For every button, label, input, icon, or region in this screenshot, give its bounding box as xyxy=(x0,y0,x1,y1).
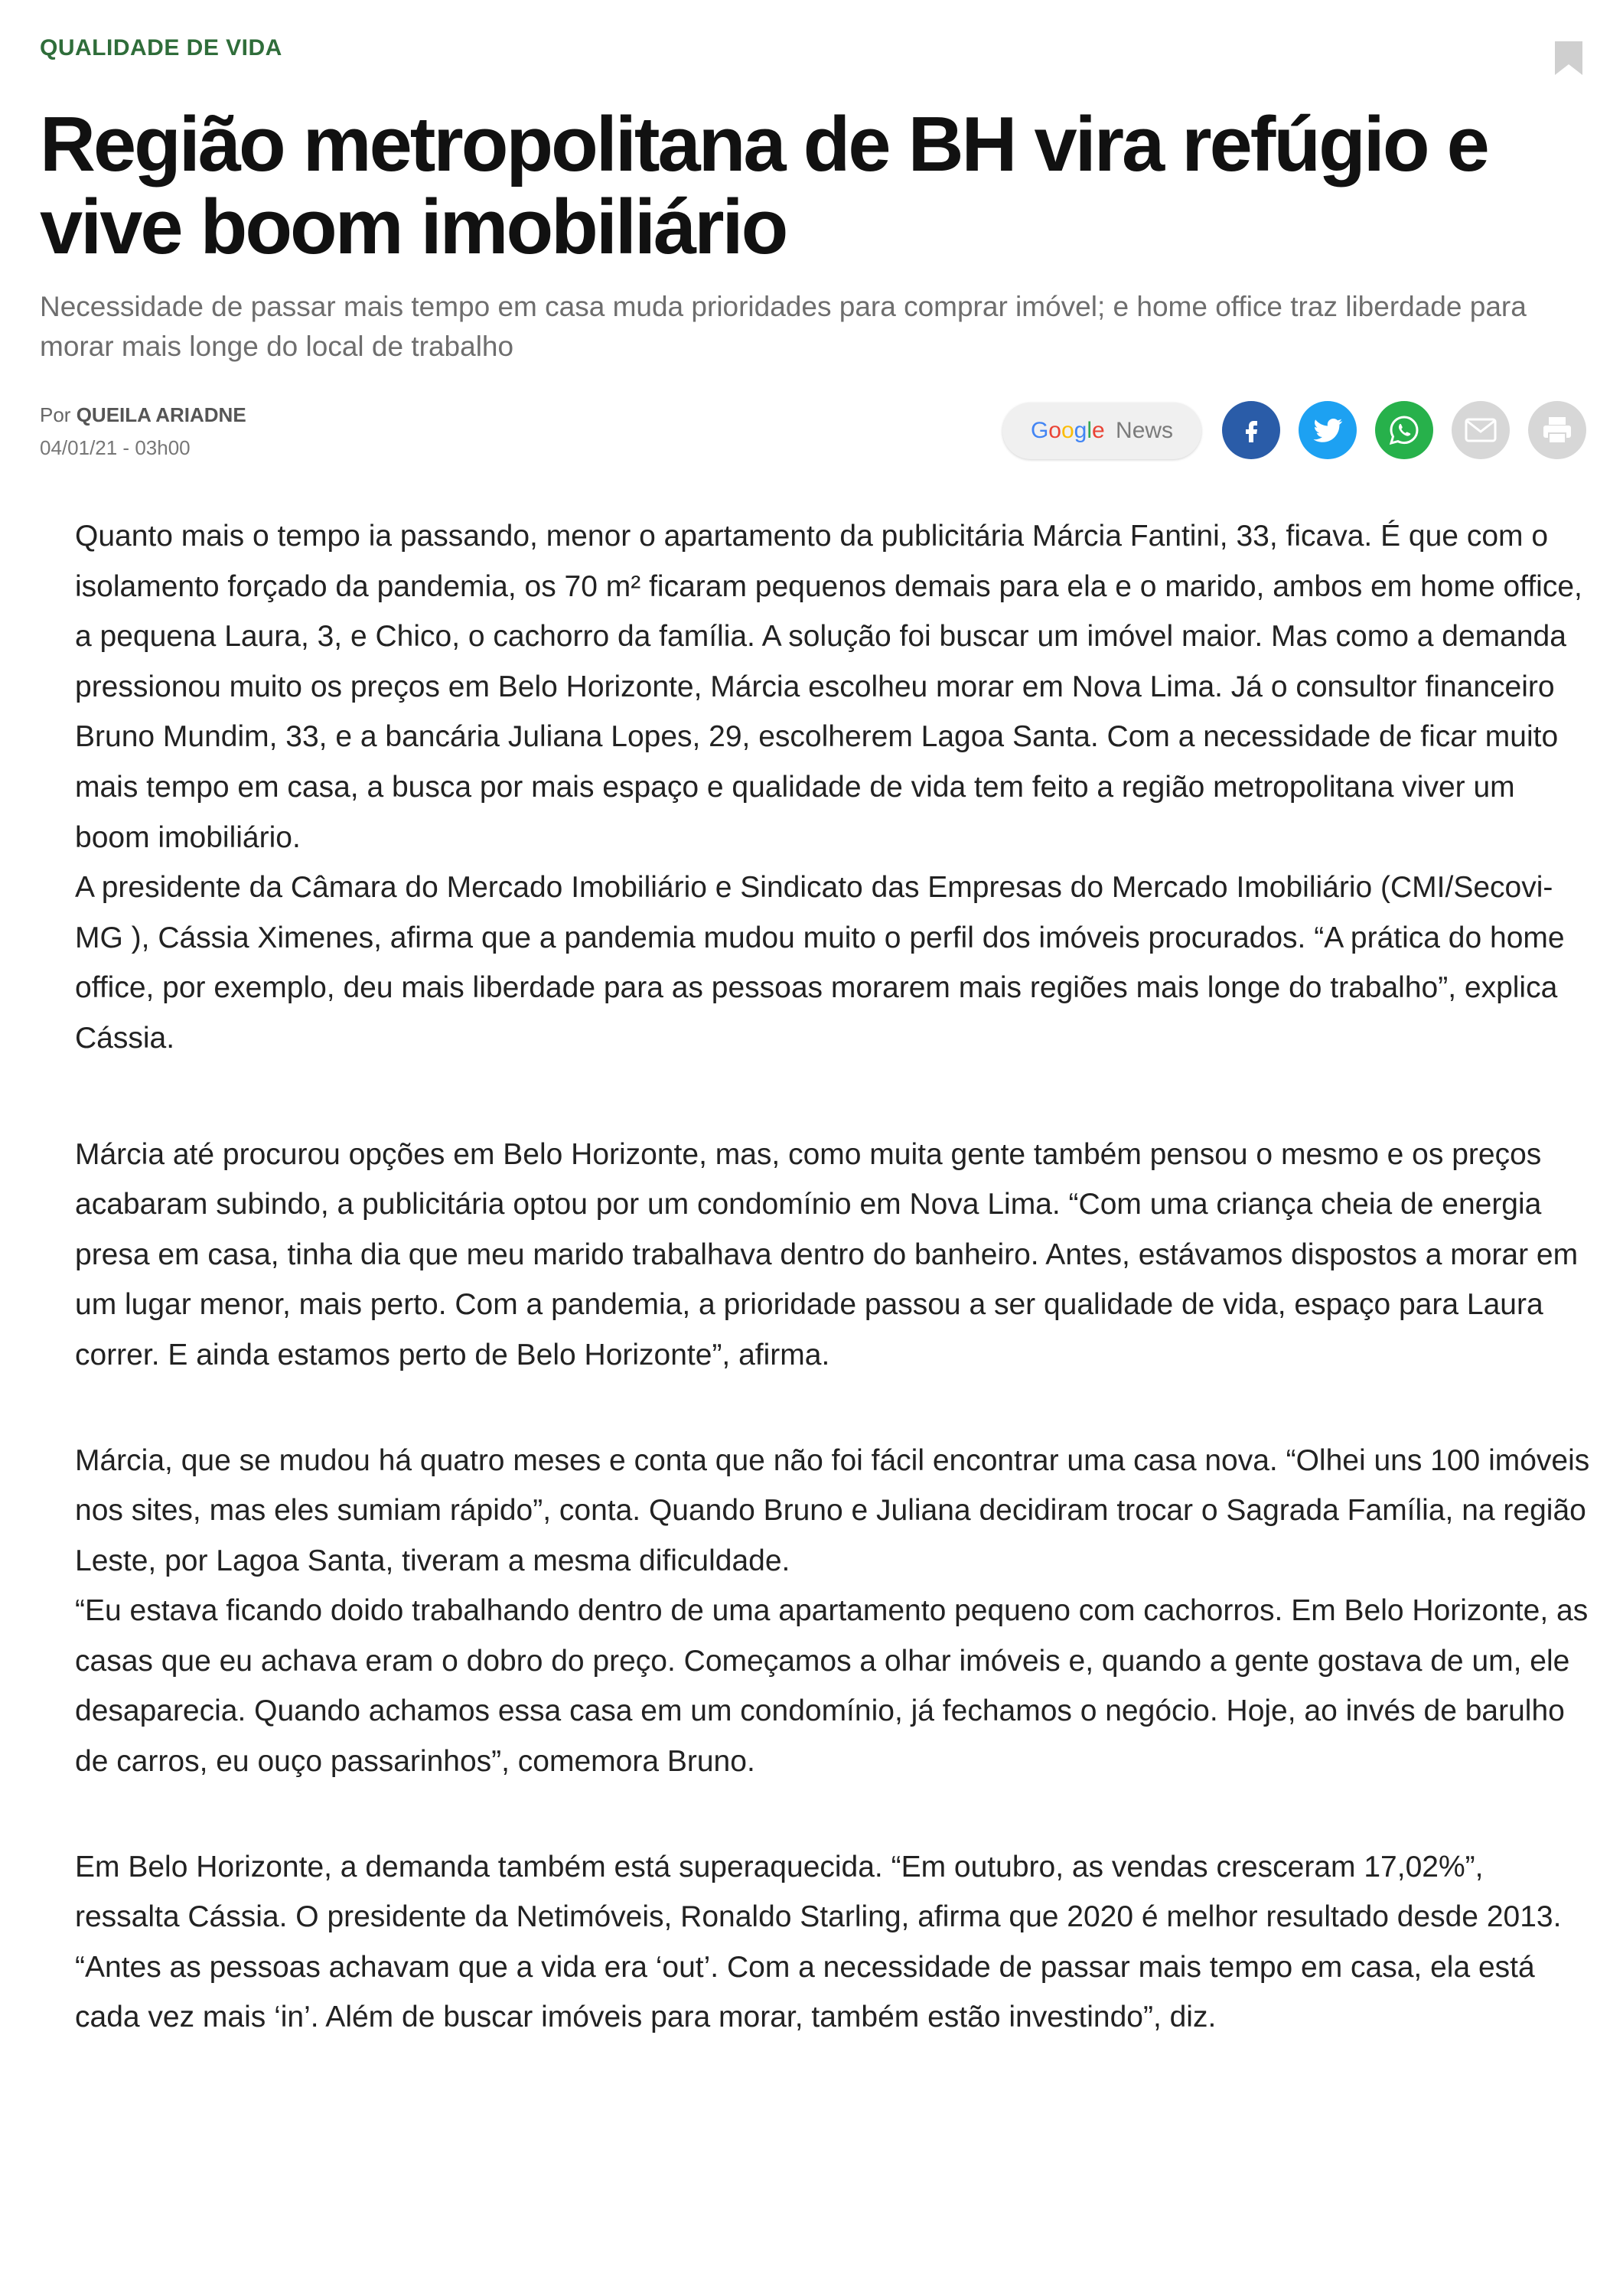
article-body xyxy=(75,511,1590,2043)
google-news-label: News xyxy=(1116,418,1174,443)
article-paragraph: Em Belo Horizonte, a demanda também está superaquecida. “Em outubro, as vendas cresceram 17,02%”, ressalta Cássia. O presidente da Netimóveis, Ronaldo Starling, afirma que 2020 é melhor resultado desde 2013. “Antes as pessoas achavam que a vida era ‘out’. Com a necessidade de passar mais tempo em casa, ela está cada vez mais ‘in’. Além de buscar imóveis para morar, também estão investindo”, diz. xyxy=(75,1850,1562,2034)
article-subtitle: Necessidade de passar mais tempo em casa muda prioridades para comprar imóvel; e home office traz liberdade para morar mais longe do local de trabalho xyxy=(40,291,1527,362)
article-paragraph: Quanto mais o tempo ia passando, menor o apartamento da publicitária Márcia Fantini, 33, ficava. É que com o isolamento forçado da pandemia, os 70 m² ficaram pequenos demais para ela e o marido, ambos em home office, a pequena Laura, 3, e Chico, o cachorro da família. A solução foi buscar um imóvel maior. Mas como a demanda pressionou muito os preços em Belo Horizonte, Márcia escolheu morar em Nova Lima. Já o consultor financeiro Bruno Mundim, 33, e a bancária Juliana Lopes, 29, escolherem Lagoa Santa. Com a necessidade de ficar muito mais tempo em casa, a busca por mais espaço e qualidade de vida tem feito a região metropolitana viver um boom imobiliário. xyxy=(75,520,1582,854)
article-header xyxy=(0,0,1623,490)
article-paragraph: Márcia, que se mudou há quatro meses e conta que não foi fácil encontrar uma casa nova. “Olhei uns 100 imóveis nos sites, mas eles sumiam rápido”, conta. Quando Bruno e Juliana decidiram trocar o Sagrada Família, na região Leste, por Lagoa Santa, tiveram a mesma dificuldade. xyxy=(75,1443,1590,1577)
twitter-share-button[interactable] xyxy=(1299,401,1357,459)
article-paragraph: A presidente da Câmara do Mercado Imobiliário e Sindicato das Empresas do Mercado Imobiliário (CMI/Secovi-MG ), Cássia Ximenes, afirma que a pandemia mudou muito o perfil dos imóveis procurados. “A prática do home office, por exemplo, deu mais liberdade para as pessoas morarem mais regiões mais longe do trabalho”, explica Cássia. xyxy=(75,871,1565,1055)
section-kicker[interactable]: QUALIDADE DE VIDA xyxy=(40,35,282,60)
whatsapp-share-button[interactable] xyxy=(1375,401,1433,459)
paragraph-spacer xyxy=(75,1787,1590,1842)
bookmark-icon[interactable] xyxy=(1553,40,1584,77)
byline-prefix: Por xyxy=(40,403,71,426)
print-button[interactable] xyxy=(1528,401,1586,459)
article-paragraph: Márcia até procurou opções em Belo Horizonte, mas, como muita gente também pensou o mesmo e os preços acabaram subindo, a publicitária optou por um condomínio em Nova Lima. “Com uma criança cheia de energia presa em casa, tinha dia que meu marido trabalhava dentro do banheiro. Antes, estávamos dispostos a morar em um lugar menor, mais perto. Com a pandemia, a prioridade passou a ser qualidade de vida, espaço para Laura correr. E ainda estamos perto de Belo Horizonte”, afirma. xyxy=(75,1137,1579,1371)
email-icon xyxy=(1465,418,1497,442)
facebook-share-button[interactable] xyxy=(1222,401,1280,459)
paragraph-spacer xyxy=(75,1064,1590,1130)
facebook-icon xyxy=(1236,415,1266,445)
google-news-button[interactable] xyxy=(1002,403,1201,459)
twitter-icon xyxy=(1310,415,1345,445)
page-title: Região metropolitana de BH vira refúgio e vive boom imobiliário xyxy=(40,102,1488,270)
google-news-logo: Google xyxy=(1030,418,1105,443)
print-icon xyxy=(1541,415,1573,445)
author-name[interactable]: QUEILA ARIADNE xyxy=(76,403,246,426)
publish-date: 04/01/21 - 03h00 xyxy=(40,436,191,459)
paragraph-spacer xyxy=(75,1381,1590,1436)
email-share-button[interactable] xyxy=(1452,401,1510,459)
byline xyxy=(40,403,246,427)
whatsapp-icon xyxy=(1387,413,1421,447)
article-paragraph: “Eu estava ficando doido trabalhando dentro de uma apartamento pequeno com cachorros. Em Belo Horizonte, as casas que eu achava eram o dobro do preço. Começamos a olhar imóveis e, quando a gente gostava de um, ele desaparecia. Quando achamos essa casa em um condomínio, já fechamos o negócio. Hoje, ao invés de barulho de carros, eu ouço passarinhos”, comemora Bruno. xyxy=(75,1594,1589,1779)
